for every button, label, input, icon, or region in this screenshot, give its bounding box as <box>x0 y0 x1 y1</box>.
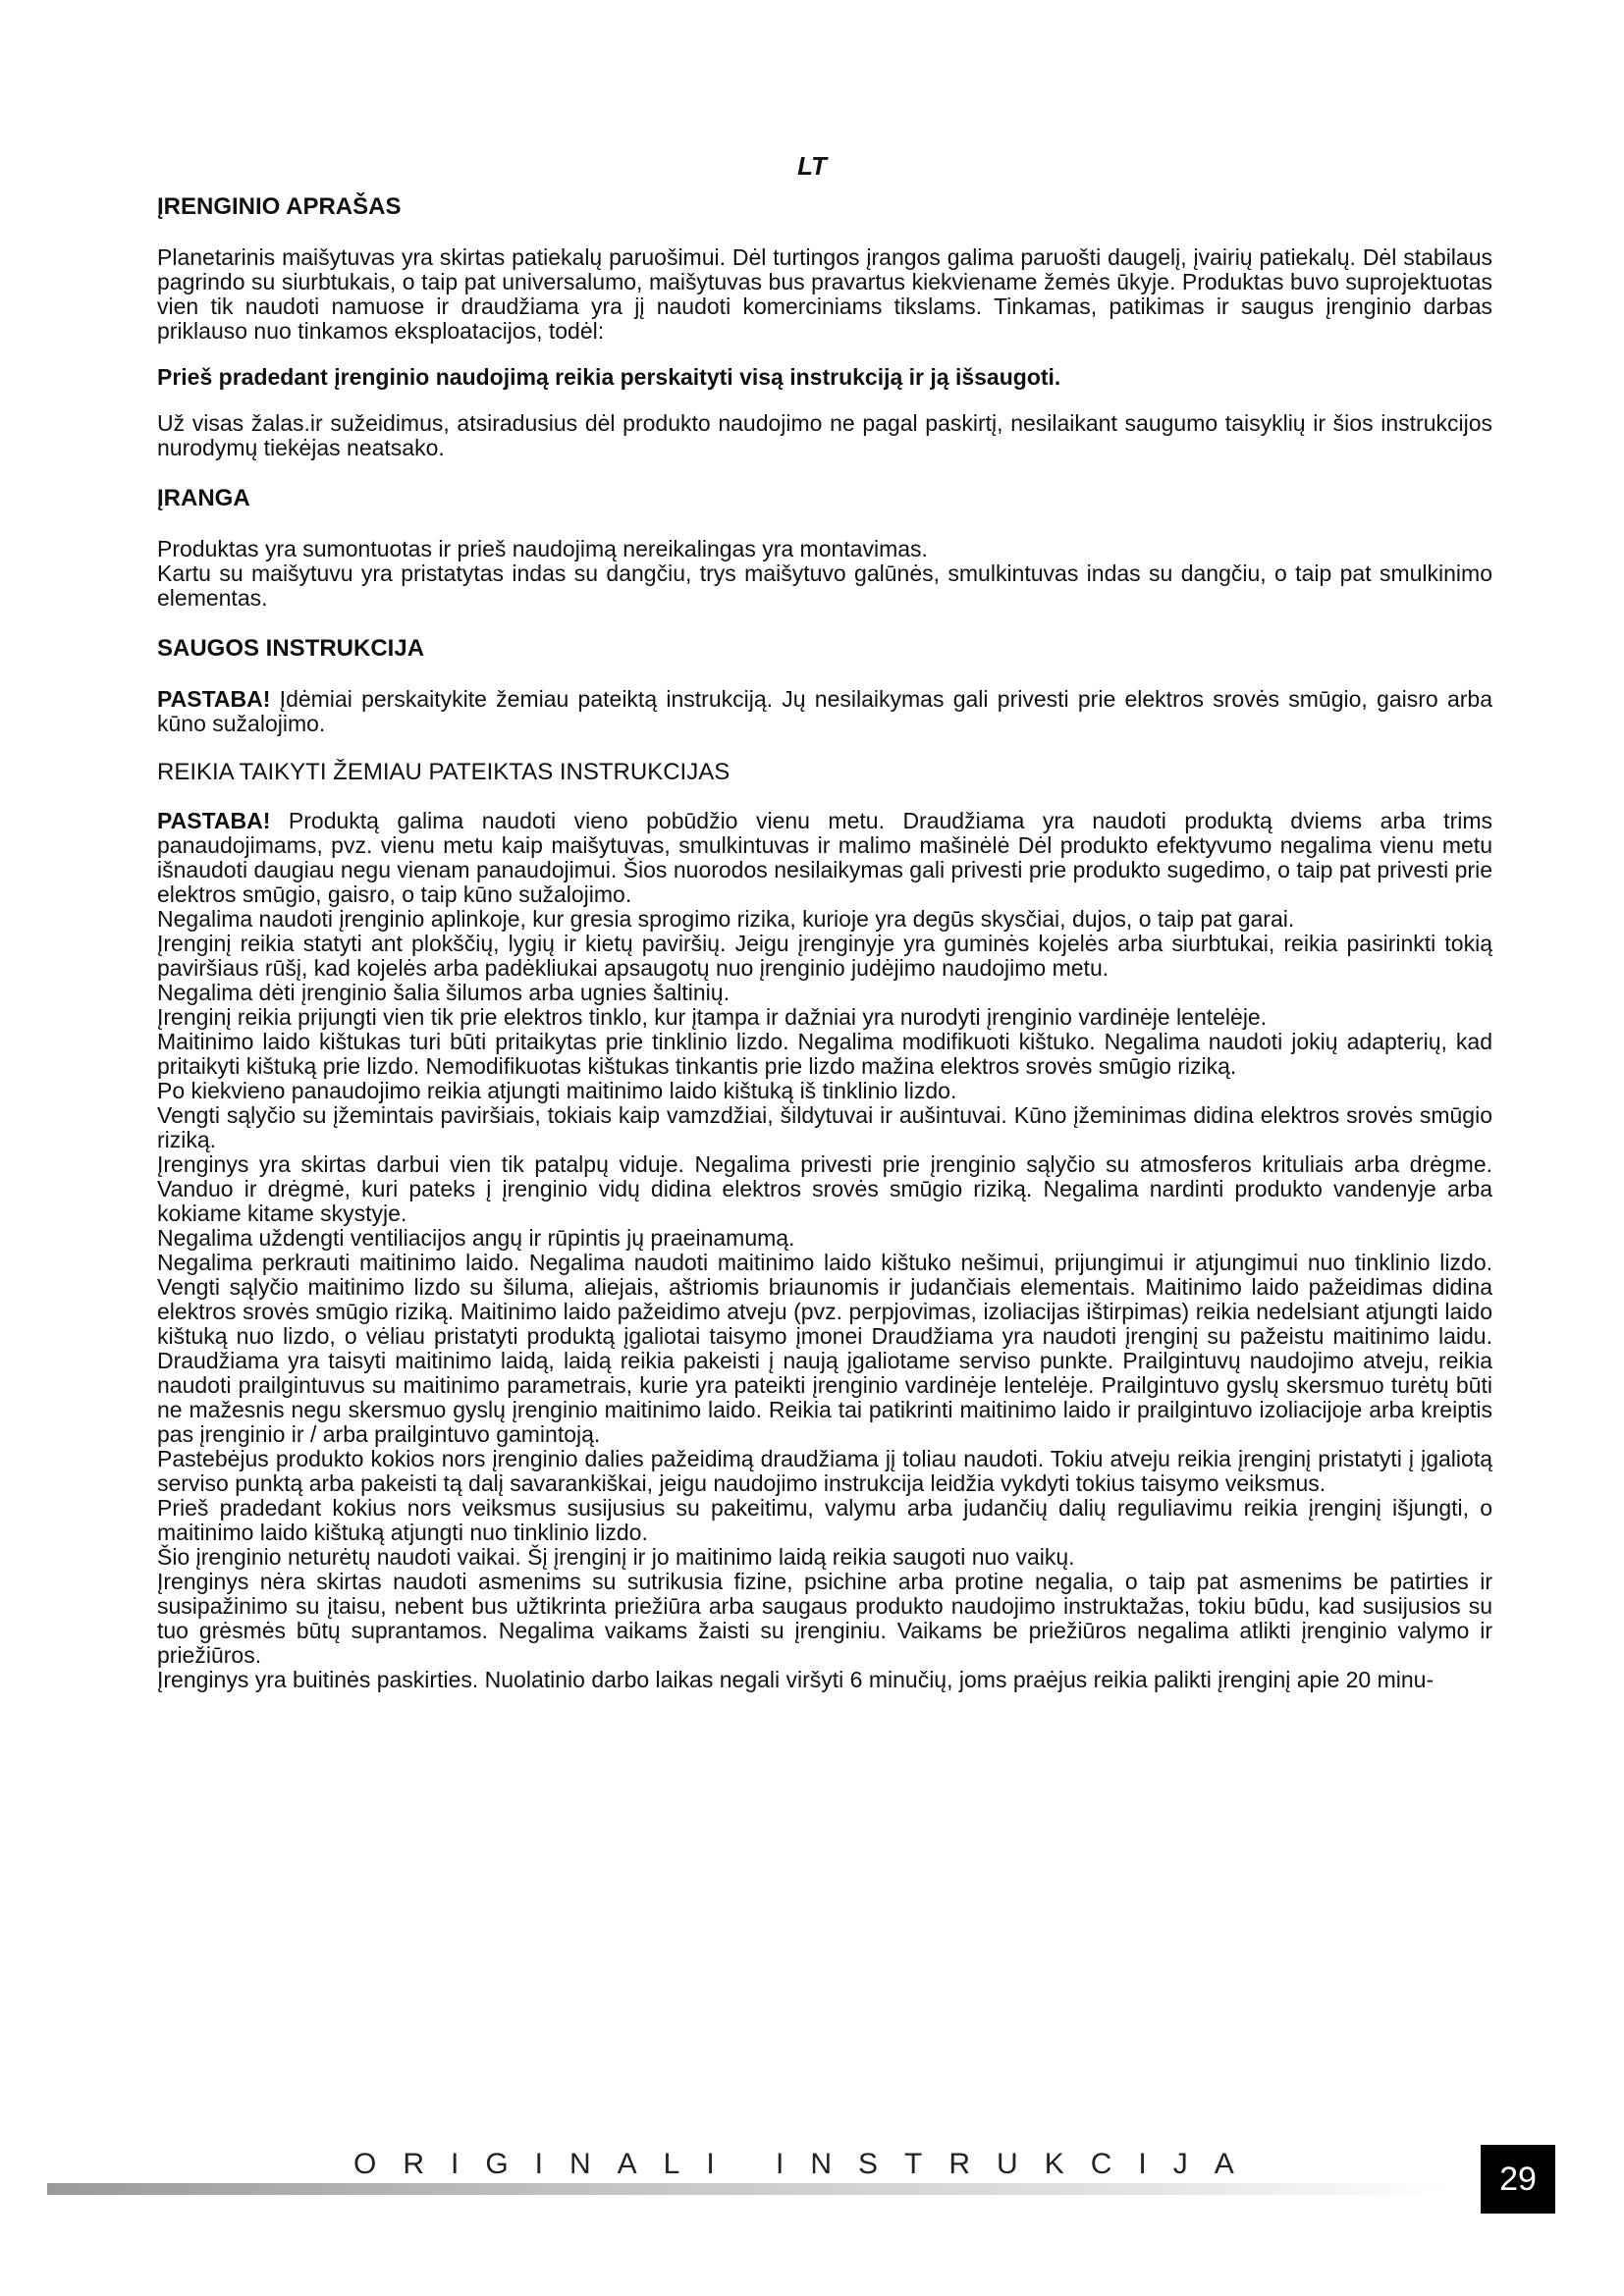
instruction-item: Vengti sąlyčio su įžemintais paviršiais, tokiais kaip vamzdžiai, šildytuvai ir aušintuvai. Kūno įžeminimas didina elektros srovės smūgio riziką. <box>157 1102 1492 1152</box>
note-label: PASTABA! <box>157 686 271 712</box>
footer-title: ORIGINALI INSTRUKCIJA <box>353 2148 1261 2180</box>
note-text: Įdėmiai perskaitykite žemiau pateiktą instrukciją. Jų nesilaikymas gali privesti prie elektros srovės smūgio, gaisro arba kūno sužalojimo. <box>157 686 1492 736</box>
paragraph: Už visas žalas.ir sužeidimus, atsiradusius dėl produkto naudojimo ne pagal paskirtį, nesilaikant saugumo taisyklių ir šios instrukcijos nurodymų tiekėjas neatsako. <box>157 410 1492 460</box>
paragraph: Produktas yra sumontuotas ir prieš naudojimą nereikalingas yra montavimas. <box>157 536 928 561</box>
instruction-item: Šio įrenginio neturėtų naudoti vaikai. Šį įrenginį ir jo maitinimo laidą reikia saugoti nuo vaikų. <box>157 1544 1075 1570</box>
language-label: LT <box>797 151 827 181</box>
section-title: SAUGOS INSTRUKCIJA <box>157 635 425 662</box>
section-equipment <box>157 484 1492 611</box>
instruction-item: Įrenginys yra buitinės paskirties. Nuolatinio darbo laikas negali viršyti 6 minučių, joms praėjus reikia palikti įrenginį apie 20 minu- <box>157 1667 1435 1692</box>
instruction-item: Prieš pradedant kokius nors veiksmus susijusius su pakeitimu, valymu arba judančių dalių reguliavimu reikia įrenginį išjungti, o maitinimo laido kištuką atjungti nuo tinklinio lizdo. <box>157 1495 1492 1545</box>
instruction-item: Įrenginį reikia statyti ant plokščių, lygių ir kietų paviršių. Jeigu įrenginyje yra guminės kojelės arba siurbtukai, reikia pasirinkti tokią paviršiaus rūšį, kad kojelės arba padėkliukai apsaugotų nuo įrenginio judėjimo naudojimo metu. <box>157 931 1492 981</box>
footer-gradient-bar <box>47 2183 1451 2195</box>
instruction-item: Įrenginį reikia prijungti vien tik prie elektros tinklo, kur įtampa ir dažniai yra nurodyti įrenginio vardinėje lentelėje. <box>157 1004 1268 1030</box>
instruction-item: Pastebėjus produkto kokios nors įrenginio dalies pažeidimą draudžiama jį toliau naudoti. Tokiu atveju reikia įrenginį pristatyti į įgaliotą serviso punktą arba pakeisti tą dalį savarankiškai, jeigu naudojimo instrukcija leidžia vykdyti tokius taisymo veiksmus. <box>157 1446 1492 1496</box>
paragraph: Kartu su maišytuvu yra pristatytas indas su dangčiu, trys maišytuvo galūnės, smulkintuvas indas su dangčiu, o taip pat smulkinimo elementas. <box>157 561 1492 611</box>
note-paragraph <box>157 687 1492 736</box>
bold-paragraph: Prieš pradedant įrenginio naudojimą reikia perskaityti visą instrukciją ir ją išsaugoti. <box>157 364 1061 390</box>
instruction-item: Negalima uždengti ventiliacijos angų ir rūpintis jų praeinamumą. <box>157 1225 795 1251</box>
note-text: Produktą galima naudoti vieno pobūdžio vienu metu. Draudžiama yra naudoti produktą dviems arba trims panaudojimams, pvz. vienu metu kaip maišytuvas, smulkintuvas ir malimo mašinėlė Dėl produkto efektyvumo negalima vienu metu išnaudoti daugiau negu vienam panaudojimui. Šios nuorodos nesilaikymas gali privesti prie produkto sugedimo, o taip pat privesti prie elektros smūgio, gaisro, o taip kūno sužalojimo. <box>157 808 1492 907</box>
section-description <box>157 192 1492 460</box>
instruction-item: Įrenginys nėra skirtas naudoti asmenims su sutrikusia fizine, psichine arba protine negalia, o taip pat asmenims be patirties ir susipažinimo su įtaisu, nebent bus užtikrinta priežiūra arba saugaus produkto naudojimo instruktažas, tokiu būdu, kad susijusios su tuo grėsmės būtų suprantamos. Negalima vaikams žaisti su įrenginiu. Vaikams be priežiūros negalima atlikti įrenginio valymo ir priežiūros. <box>157 1569 1492 1668</box>
paragraph: Planetarinis maišytuvas yra skirtas patiekalų paruošimui. Dėl turtingos įrangos galima paruošti daugelį, įvairių patiekalų. Dėl stabilaus pagrindo su siurbtukais, o taip pat universalumo, maišytuvas bus pravartus kiekviename žemės ūkyje. Produktas buvo suprojektuotas vien tik naudoti namuose ir draudžiama yra jį naudoti komerciniams tikslams. Tinkamas, patikimas ir saugus įrenginio darbas priklauso nuo tinkamos eksploatacijos, todėl: <box>157 244 1492 344</box>
section-safety <box>157 634 1492 1692</box>
subsection-title: REIKIA TAIKYTI ŽEMIAU PATEIKTAS INSTRUKCIJAS <box>157 759 731 785</box>
instruction-item: Maitinimo laido kištukas turi būti pritaikytas prie tinklinio lizdo. Negalima modifikuoti kištuko. Negalima naudoti jokių adapterių, kad pritaikyti kištuką prie lizdo. Nemodifikuotas kištukas tinkantis prie lizdo mažina elektros srovės smūgio riziką. <box>157 1029 1492 1079</box>
section-title: ĮRENGINIO APRAŠAS <box>157 193 402 220</box>
document-body <box>157 192 1492 1714</box>
instruction-item: Negalima dėti įrenginio šalia šilumos arba ugnies šaltinių. <box>157 980 730 1005</box>
note-paragraph <box>157 809 1492 907</box>
page-number: 29 <box>1481 2145 1555 2214</box>
instruction-item: Negalima naudoti įrenginio aplinkoje, kur gresia sprogimo rizika, kurioje yra degūs skysčiai, dujos, o taip pat garai. <box>157 906 1295 932</box>
instruction-item: Įrenginys yra skirtas darbui vien tik patalpų viduje. Negalima privesti prie įrenginio sąlyčio su atmosferos krituliais arba drėgme. Vanduo ir drėgmė, kuri pateks į įrenginio vidų didina elektros srovės smūgio riziką. Negalima nardinti produkto vandenyje arba kokiame kitame skystyje. <box>157 1151 1492 1226</box>
note-label: PASTABA! <box>157 808 271 833</box>
section-title: ĮRANGA <box>157 485 250 511</box>
instruction-item: Po kiekvieno panaudojimo reikia atjungti maitinimo laido kištuką iš tinklinio lizdo. <box>157 1078 957 1103</box>
instruction-item: Negalima perkrauti maitinimo laido. Negalima naudoti maitinimo laido kištuko nešimui, prijungimui ir atjungimui nuo tinklinio lizdo. Vengti sąlyčio maitinimo lizdo su šiluma, aliejais, aštriomis briaunomis ir judančiais elementais. Maitinimo laido pažeidimas didina elektros srovės smūgio riziką. Maitinimo laido pažeidimo atveju (pvz. perpjovimas, izoliacijas ištirpimas) reikia nedelsiant atjungti laido kištuką nuo lizdo, o vėliau pristatyti produktą įgaliotai taisymo įmonei Draudžiama yra naudoti įrenginį su pažeistu maitinimo laidu. Draudžiama yra taisyti maitinimo laidą, laidą reikia pakeisti į naują įgaliotame serviso punkte. Prailgintuvų naudojimo atveju, reikia naudoti prailgintuvus su maitinimo parametrais, kurie yra pateikti įrenginio vardinėje lentelėje. Prailgintuvo gyslų skersmuo turėtų būti ne mažesnis negu skersmuo gyslų įrenginio maitinimo laido. Reikia tai patikrinti maitinimo laido ir prailgintuvo izoliacijoje arba kreiptis pas įrenginio ir / arba prailgintuvo gamintoją. <box>157 1250 1492 1447</box>
